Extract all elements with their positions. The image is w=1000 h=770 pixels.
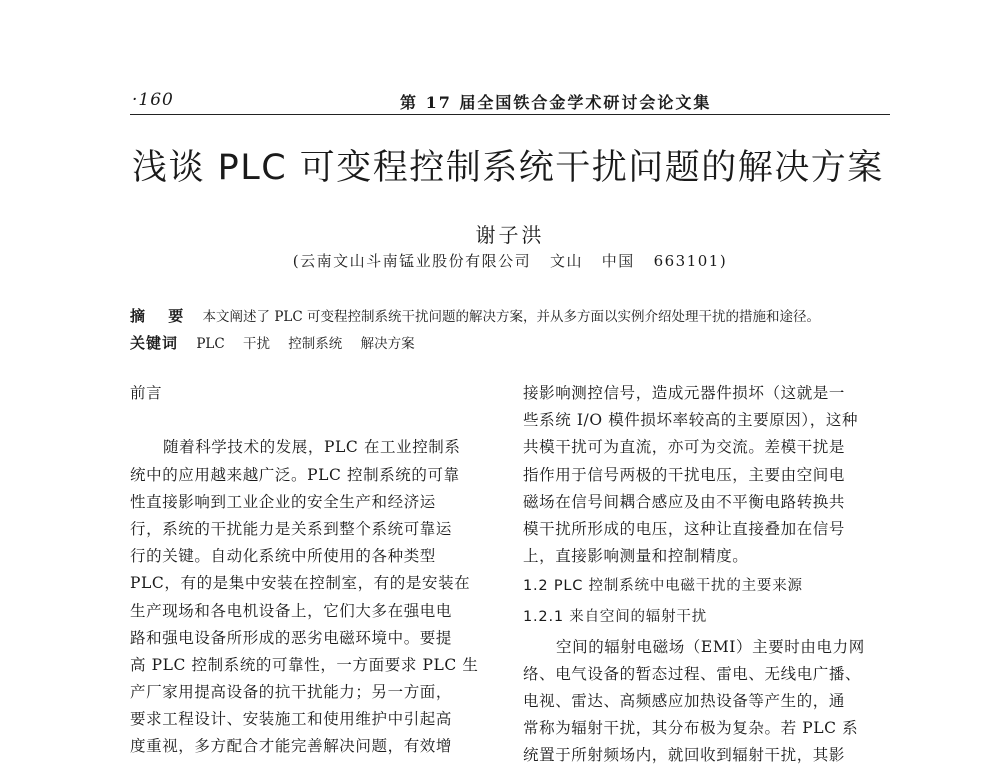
body-line: 空间的辐射电磁场（EMI）主要时由电力网	[556, 637, 865, 656]
body-line: 络、电气设备的暂态过程、雷电、无线电广播、	[523, 664, 862, 683]
left-column	[130, 380, 485, 761]
body-line: 常称为辐射干扰，其分布极为复杂。若 PLC 系	[523, 719, 859, 738]
body-line: 高 PLC 控制系统的可靠性，一方面要求 PLC 生	[130, 655, 479, 674]
keyword: 解决方案	[360, 336, 415, 352]
body-line: 指作用于信号两极的干扰电压，主要由空间电	[523, 465, 846, 484]
page-number: ·160	[132, 90, 174, 110]
body-line: 共模干扰可为直流，亦可为交流。差模干扰是	[523, 438, 846, 457]
keywords-label: 关键词	[130, 334, 179, 352]
section-heading-1-2: 1.2 PLC 控制系统中电磁干扰的主要来源	[523, 578, 803, 595]
author-name: 谢子洪	[475, 223, 545, 247]
body-line: 性直接影响到工业企业的安全生产和经济运	[130, 492, 436, 511]
body-line: 生产现场和各电机设备上，它们大多在强电电	[130, 601, 453, 620]
paper-title: 浅谈 PLC 可变程控制系统干扰问题的解决方案	[132, 148, 884, 188]
body-line: 磁场在信号间耦合感应及由不平衡电路转换共	[523, 492, 846, 511]
body-line: 上，直接影响测量和控制精度。	[523, 547, 749, 566]
body-line: 产厂家用提高设备的抗干扰能力；另一方面，	[130, 683, 453, 702]
body-line: 统置于所射频场内，就回收到辐射干扰，其影	[523, 746, 846, 765]
section-heading-1-2-1: 1.2.1 来自空间的辐射干扰	[523, 608, 708, 625]
body-line: 些系统 I/O 模件损坏率较高的主要原因），这种	[523, 411, 859, 430]
author-affiliation: (云南文山斗南锰业股份有限公司 文山 中国 663101)	[292, 252, 728, 270]
body-line: 行的关键。自动化系统中所使用的各种类型	[130, 547, 436, 566]
abstract-label: 摘 要	[130, 307, 193, 325]
abstract	[130, 305, 900, 326]
keywords	[130, 332, 900, 353]
running-header	[130, 90, 890, 115]
keyword: PLC	[196, 336, 225, 352]
body-line: 统中的应用越来越广泛。PLC 控制系统的可靠	[130, 465, 460, 484]
section-heading-preface: 前言	[130, 384, 163, 402]
body-line: PLC，有的是集中安装在控制室，有的是安装在	[130, 574, 471, 593]
body-line: 行，系统的干扰能力是关系到整个系统可靠运	[130, 519, 453, 538]
right-column	[523, 380, 878, 770]
body-line: 接影响测控信号，造成元器件损坏（这就是一	[523, 384, 846, 402]
body-line: 路和强电设备所形成的恶劣电磁环境中。要提	[130, 628, 453, 647]
keyword: 控制系统	[288, 336, 343, 352]
body-line: 电视、雷达、高频感应加热设备等产生的，通	[523, 692, 846, 711]
body-line: 要求工程设计、安装施工和使用维护中引起高	[130, 710, 453, 729]
abstract-text: 本文阐述了 PLC 可变程控制系统干扰问题的解决方案，并从多方面以实例介绍处理干扰的措施和途径。	[202, 309, 820, 325]
keyword: 干扰	[243, 336, 270, 352]
body-line: 模干扰所形成的电压，这种让直接叠加在信号	[523, 519, 846, 538]
journal-name: 第 17 届全国铁合金学术研讨会论文集	[400, 93, 712, 112]
body-line: 度重视，多方配合才能完善解决问题，有效增	[130, 737, 453, 756]
body-line: 随着科学技术的发展，PLC 在工业控制系	[163, 438, 461, 457]
